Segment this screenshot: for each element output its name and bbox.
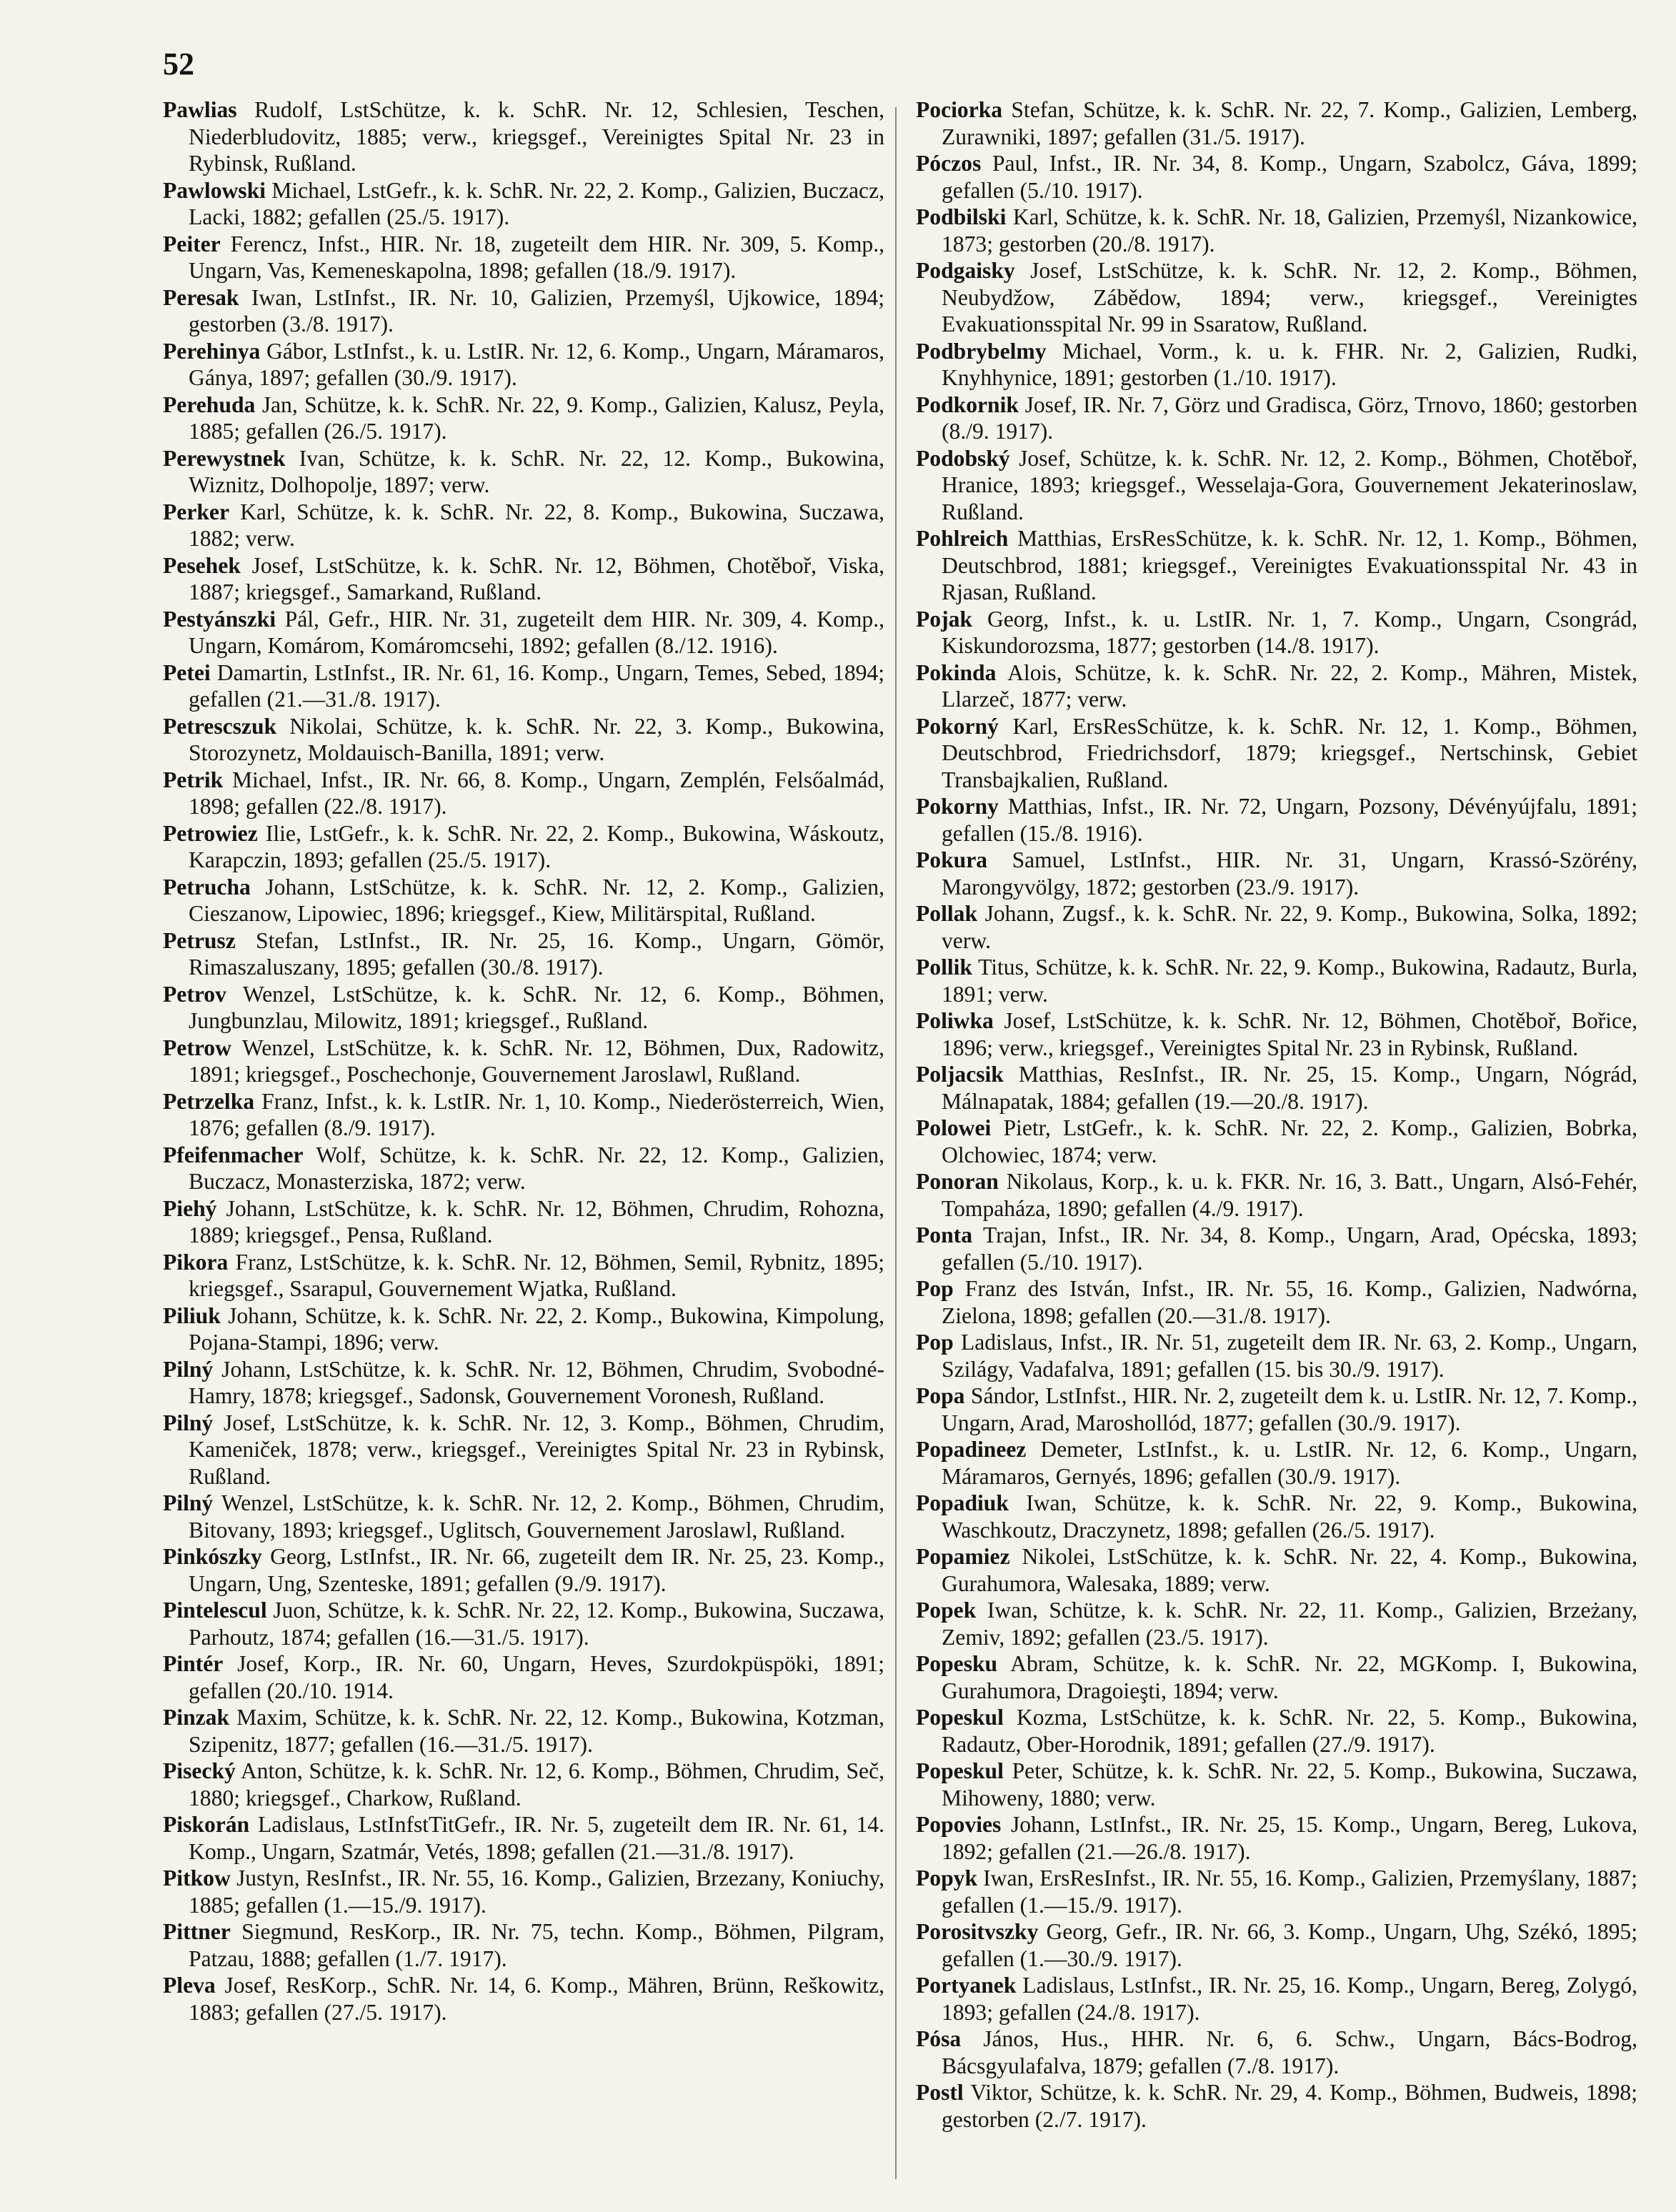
register-entry (916, 847, 1637, 900)
register-entry (163, 338, 884, 392)
entry-details: Johann, LstInfst., IR. Nr. 25, 15. Komp., Ungarn, Bereg, Lukova, 1892; gefallen (21.—26./8. 1917). (942, 1812, 1637, 1864)
register-entry (163, 874, 884, 927)
register-entry (163, 1490, 884, 1543)
entry-surname: Pop (916, 1276, 954, 1301)
register-entry (163, 177, 884, 231)
entry-details: Matthias, ResInfst., IR. Nr. 25, 15. Komp., Ungarn, Nógrád, Málnapatak, 1884; gefallen (19.—20./8. 1917). (942, 1062, 1637, 1114)
entry-surname: Petrucha (163, 874, 251, 900)
entry-details: Johann, Zugsf., k. k. SchR. Nr. 22, 9. Komp., Bukowina, Solka, 1892; verw. (942, 901, 1638, 953)
entry-surname: Petrik (163, 767, 224, 792)
entry-details: Wenzel, LstSchütze, k. k. SchR. Nr. 12, Böhmen, Dux, Radowitz, 1891; kriegsgef., Poschechonje, Gouvernement Jaroslawl, Rußland. (189, 1035, 884, 1087)
register-entry (916, 1972, 1637, 2026)
entry-details: Karl, Schütze, k. k. SchR. Nr. 22, 8. Komp., Bukowina, Suczawa, 1882; verw. (189, 499, 885, 551)
entry-surname: Popyk (916, 1865, 978, 1890)
entry-surname: Pesehek (163, 552, 241, 578)
entry-surname: Pawlias (163, 97, 237, 122)
register-entry (163, 1704, 884, 1758)
entry-details: Michael, Vorm., k. u. k. FHR. Nr. 2, Galizien, Rudki, Knyhhynice, 1891; gestorben (1./10. 1917). (942, 338, 1637, 390)
entry-surname: Podkornik (916, 392, 1019, 417)
entry-details: Gábor, LstInfst., k. u. LstIR. Nr. 12, 6. Komp., Ungarn, Máramaros, Gánya, 1897; gefallen (30./9. 1917). (189, 338, 884, 390)
entry-details: Jan, Schütze, k. k. SchR. Nr. 22, 9. Komp., Galizien, Kalusz, Peyla, 1885; gefallen (26./5. 1917). (189, 392, 884, 444)
entry-details: Josef, IR. Nr. 7, Görz und Gradisca, Görz, Trnovo, 1860; gestorben (8./9. 1917). (942, 392, 1637, 444)
entry-details: Juon, Schütze, k. k. SchR. Nr. 22, 12. Komp., Bukowina, Suczawa, Parhoutz, 1874; gefallen (16.—31./5. 1917). (189, 1598, 885, 1650)
entry-surname: Petrow (163, 1035, 231, 1060)
entry-surname: Pisecký (163, 1758, 236, 1783)
entry-details: Johann, LstSchütze, k. k. SchR. Nr. 12, Böhmen, Chrudim, Rohozna, 1889; kriegsgef., Pensa, Rußland. (189, 1195, 884, 1247)
entry-details: Georg, Infst., k. u. LstIR. Nr. 1, 7. Komp., Ungarn, Csongrád, Kiskundorozsma, 1877; gestorben (14./8. 1917). (942, 606, 1637, 658)
entry-surname: Pojak (916, 606, 972, 632)
entry-surname: Podbilski (916, 204, 1007, 229)
entry-surname: Pestyánszki (163, 606, 276, 632)
register-entry (916, 1436, 1637, 1490)
entry-details: Samuel, LstInfst., HIR. Nr. 31, Ungarn, Krassó-Szörény, Marongyvölgy, 1872; gestorben (23./9. 1917). (942, 847, 1637, 900)
register-entry (916, 445, 1637, 526)
register-entry (163, 981, 884, 1035)
register-entry (163, 927, 884, 981)
entry-details: Ilie, LstGefr., k. k. SchR. Nr. 22, 2. Komp., Bukowina, Wáskoutz, Karapczin, 1893; gefallen (25./5. 1917). (189, 820, 884, 872)
entry-surname: Pintér (163, 1651, 224, 1676)
register-entry (163, 1865, 884, 1918)
entry-surname: Perehinya (163, 338, 261, 364)
register-entry (916, 150, 1637, 204)
entry-details: Stefan, LstInfst., IR. Nr. 25, 16. Komp., Ungarn, Gömör, Rimaszaluszany, 1895; gefallen (30./8. 1917). (189, 927, 884, 980)
entry-details: Josef, Korp., IR. Nr. 60, Ungarn, Heves, Szurdokpüspöki, 1891; gefallen (20./10. 1914. (189, 1651, 884, 1703)
entry-details: Peter, Schütze, k. k. SchR. Nr. 22, 5. Komp., Bukowina, Suczawa, Mihoweny, 1880; verw. (942, 1758, 1637, 1810)
entry-surname: Piliuk (163, 1302, 221, 1328)
entry-surname: Popamiez (916, 1544, 1010, 1569)
entry-surname: Postl (916, 2080, 964, 2105)
register-entry (163, 1302, 884, 1356)
register-entry (916, 392, 1637, 445)
register-entry (916, 1865, 1637, 1918)
entry-surname: Petrusz (163, 927, 236, 953)
register-entry (916, 2079, 1637, 2133)
entry-details: Maxim, Schütze, k. k. SchR. Nr. 22, 12. Komp., Bukowina, Kotzman, Szipenitz, 1877; gefallen (16.—31./5. 1917). (189, 1705, 884, 1757)
register-entry (163, 1972, 884, 2026)
register-entry (163, 445, 884, 499)
entry-surname: Pokinda (916, 659, 997, 685)
entry-surname: Pollik (916, 955, 972, 980)
entry-surname: Popadiuk (916, 1490, 1009, 1515)
entry-details: Franz, LstSchütze, k. k. SchR. Nr. 12, Böhmen, Semil, Rybnitz, 1895; kriegsgef., Ssarapul, Gouvernement Wjatka, Rußland. (189, 1249, 884, 1301)
entry-surname: Pollak (916, 901, 978, 926)
entry-details: Ladislaus, Infst., IR. Nr. 51, zugeteilt dem IR. Nr. 63, 2. Komp., Ungarn, Szilágy, Vadafalva, 1891; gefallen (15. bis 30./9. 1917). (942, 1330, 1637, 1382)
register-entry (163, 1811, 884, 1865)
entry-surname: Pfeifenmacher (163, 1142, 304, 1167)
entry-details: Abram, Schütze, k. k. SchR. Nr. 22, MGKomp. I, Bukowina, Gurahumora, Dragoieşti, 1894; verw. (942, 1651, 1637, 1703)
entry-surname: Poljacsik (916, 1062, 1004, 1087)
register-entry (163, 713, 884, 767)
register-entry (163, 1918, 884, 1972)
entry-details: Franz, Infst., k. k. LstIR. Nr. 1, 10. Komp., Niederösterreich, Wien, 1876; gefallen (8./9. 1917). (189, 1088, 884, 1140)
entry-surname: Pinzak (163, 1705, 230, 1730)
entry-surname: Piskorán (163, 1812, 250, 1837)
entry-surname: Popesku (916, 1651, 998, 1676)
entry-details: Iwan, ErsResInfst., IR. Nr. 55, 16. Komp., Galizien, Przemyślany, 1887; gefallen (1.—15./9. 1917). (942, 1865, 1637, 1918)
entry-details: Josef, Schütze, k. k. SchR. Nr. 12, 2. Komp., Böhmen, Chotěboř, Hranice, 1893; kriegsgef., Wesselaja-Gora, Gouvernement Jekaterinoslaw, Rußland. (942, 445, 1637, 524)
register-entry (163, 1035, 884, 1088)
register-entry (916, 659, 1637, 713)
entry-surname: Ponoran (916, 1169, 999, 1194)
entry-surname: Pohlreich (916, 526, 1009, 551)
entry-surname: Petrov (163, 981, 226, 1007)
register-entry (916, 1811, 1637, 1865)
register-entry (163, 1597, 884, 1650)
page-number: 52 (163, 46, 194, 81)
entry-details: Paul, Infst., IR. Nr. 34, 8. Komp., Ungarn, Szabolcz, Gáva, 1899; gefallen (5./10. 1917). (942, 151, 1637, 203)
register-entry (916, 1490, 1637, 1543)
entry-details: Johann, LstSchütze, k. k. SchR. Nr. 12, 2. Komp., Galizien, Cieszanow, Lipowiec, 1896; kriegsgef., Kiew, Militärspital, Rußland. (189, 874, 884, 926)
entry-surname: Petrzelka (163, 1088, 255, 1114)
entry-details: Trajan, Infst., IR. Nr. 34, 8. Komp., Ungarn, Arad, Opécska, 1893; gefallen (5./10. 1917). (942, 1222, 1637, 1275)
register-entry (916, 257, 1637, 338)
entry-surname: Portyanek (916, 1973, 1017, 1998)
register-entry (916, 1222, 1637, 1275)
entry-surname: Pikora (163, 1249, 229, 1275)
register-entry (163, 1249, 884, 1302)
entry-details: Georg, LstInfst., IR. Nr. 66, zugeteilt dem IR. Nr. 25, 23. Komp., Ungarn, Ung, Szenteske, 1891; gefallen (9./9. 1917). (189, 1544, 885, 1596)
entry-surname: Pilný (163, 1356, 214, 1382)
entry-surname: Peiter (163, 231, 221, 256)
left-column (163, 96, 884, 2026)
entry-surname: Podgaisky (916, 258, 1015, 283)
entry-surname: Pittner (163, 1919, 231, 1944)
register-entry (916, 1543, 1637, 1597)
entry-surname: Pokorný (916, 713, 999, 739)
entry-surname: Petrescszuk (163, 713, 277, 739)
register-entry (163, 1410, 884, 1490)
entry-surname: Perehuda (163, 392, 256, 417)
entry-details: Iwan, LstInfst., IR. Nr. 10, Galizien, Przemyśl, Ujkowice, 1894; gestorben (3./8. 1917). (189, 284, 884, 337)
entry-surname: Pilný (163, 1410, 214, 1435)
register-entry (163, 499, 884, 552)
entry-surname: Pleva (163, 1973, 216, 1998)
entry-details: Josef, ResKorp., SchR. Nr. 14, 6. Komp., Mähren, Brünn, Reškowitz, 1883; gefallen (27./5. 1917). (189, 1973, 885, 2025)
entry-surname: Popa (916, 1383, 965, 1408)
entry-details: Michael, LstGefr., k. k. SchR. Nr. 22, 2. Komp., Galizien, Buczacz, Lacki, 1882; gefallen (25./5. 1917). (189, 177, 884, 229)
register-entry (916, 338, 1637, 392)
entry-surname: Popek (916, 1598, 977, 1623)
entry-details: Georg, Gefr., IR. Nr. 66, 3. Komp., Ungarn, Uhg, Székó, 1895; gefallen (1.—30./9. 1917). (942, 1919, 1638, 1971)
register-entry (916, 2026, 1637, 2079)
entry-surname: Porositvszky (916, 1919, 1039, 1944)
entry-surname: Pociorka (916, 97, 1003, 122)
column-divider (895, 107, 897, 2179)
right-column (916, 96, 1637, 2133)
entry-surname: Petrowiez (163, 820, 258, 846)
register-entry (163, 96, 884, 177)
entry-surname: Pinkószky (163, 1544, 262, 1569)
entry-surname: Ponta (916, 1222, 972, 1247)
register-entry (163, 1088, 884, 1142)
entry-surname: Pósa (916, 2026, 962, 2051)
entry-details: Johann, LstSchütze, k. k. SchR. Nr. 12, Böhmen, Chrudim, Svobodné-Hamry, 1878; kriegsgef., Sadonsk, Gouvernement Voronesh, Rußland. (189, 1356, 884, 1408)
register-entry (916, 1115, 1637, 1168)
register-entry (916, 1704, 1637, 1758)
entry-details: Ferencz, Infst., HIR. Nr. 18, zugeteilt dem HIR. Nr. 309, 5. Komp., Ungarn, Vas, Kemeneskapolna, 1898; gefallen (18./9. 1917). (189, 231, 884, 283)
register-entry (163, 231, 884, 284)
register-entry (916, 793, 1637, 847)
entry-details: Josef, LstSchütze, k. k. SchR. Nr. 12, 3. Komp., Böhmen, Chrudim, Kameniček, 1878; verw., kriegsgef., Vereinigtes Spital Nr. 23 in Rybinsk, Rußland. (189, 1410, 884, 1489)
entry-surname: Perewystnek (163, 445, 286, 471)
entry-details: Rudolf, LstSchütze, k. k. SchR. Nr. 12, Schlesien, Teschen, Niederbludovitz, 1885; verw., kriegsgef., Vereinigtes Spital Nr. 23 in Rybinsk, Rußland. (189, 97, 884, 176)
register-entry (163, 552, 884, 606)
entry-details: Karl, ErsResSchütze, k. k. SchR. Nr. 12, 1. Komp., Böhmen, Deutschbrod, Friedrichsdorf, 1879; kriegsgef., Nertschinsk, Gebiet Transbajkalien, Rußland. (942, 713, 1637, 792)
entry-surname: Popovies (916, 1812, 1002, 1837)
register-entry (163, 1543, 884, 1597)
entry-details: Stefan, Schütze, k. k. SchR. Nr. 22, 7. Komp., Galizien, Lemberg, Zurawniki, 1897; gefallen (31./5. 1917). (942, 97, 1637, 149)
entry-details: Johann, Schütze, k. k. SchR. Nr. 22, 2. Komp., Bukowina, Kimpolung, Pojana-Stampi, 1896; verw. (189, 1302, 884, 1355)
register-entry (163, 1356, 884, 1410)
entry-surname: Pitkow (163, 1865, 231, 1890)
register-entry (916, 1329, 1637, 1382)
register-entry (916, 1382, 1637, 1436)
register-entry (163, 1142, 884, 1195)
register-entry (916, 96, 1637, 150)
entry-surname: Peresak (163, 284, 239, 310)
register-entry (916, 606, 1637, 659)
entry-details: Matthias, Infst., IR. Nr. 72, Ungarn, Pozsony, Dévényújfalu, 1891; gefallen (15./8. 1916). (942, 794, 1637, 846)
entry-details: Damartin, LstInfst., IR. Nr. 61, 16. Komp., Ungarn, Temes, Sebed, 1894; gefallen (21.—31./8. 1917). (189, 659, 884, 712)
entry-surname: Pintelescul (163, 1598, 267, 1623)
register-entry (916, 713, 1637, 794)
entry-details: Iwan, Schütze, k. k. SchR. Nr. 22, 11. Komp., Galizien, Brzeżany, Zemiv, 1892; gefallen (23./5. 1917). (942, 1598, 1638, 1650)
entry-surname: Poliwka (916, 1008, 994, 1033)
register-entry (163, 392, 884, 445)
entry-details: Josef, LstSchütze, k. k. SchR. Nr. 12, Böhmen, Chotěboř, Bořice, 1896; verw., kriegsgef., Vereinigtes Spital Nr. 23 in Rybinsk, Rußland. (942, 1008, 1638, 1060)
entry-surname: Pilný (163, 1490, 214, 1515)
register-entry (163, 767, 884, 820)
entry-details: Nikolai, Schütze, k. k. SchR. Nr. 22, 3. Komp., Bukowina, Storozynetz, Moldauisch-Banilla, 1891; verw. (189, 713, 884, 765)
entry-surname: Popeskul (916, 1705, 1004, 1730)
entry-details: Demeter, LstInfst., k. u. LstIR. Nr. 12, 6. Komp., Ungarn, Máramaros, Gernyés, 1896; gefallen (30./9. 1917). (942, 1437, 1637, 1489)
entry-details: Titus, Schütze, k. k. SchR. Nr. 22, 9. Komp., Bukowina, Radautz, Burla, 1891; verw. (942, 955, 1638, 1007)
entry-details: Iwan, Schütze, k. k. SchR. Nr. 22, 9. Komp., Bukowina, Waschkoutz, Draczynetz, 1898; gefallen (26./5. 1917). (942, 1490, 1637, 1543)
register-entry (163, 1195, 884, 1249)
entry-surname: Perker (163, 499, 229, 524)
register-entry (916, 900, 1637, 954)
entry-details: Sándor, LstInfst., HIR. Nr. 2, zugeteilt dem k. u. LstIR. Nr. 12, 7. Komp., Ungarn, Arad, Maroshollód, 1877; gefallen (30./9. 1917). (942, 1383, 1638, 1435)
entry-details: Wolf, Schütze, k. k. SchR. Nr. 22, 12. Komp., Galizien, Buczacz, Monasterziska, 1872; verw. (189, 1142, 885, 1194)
entry-surname: Pokura (916, 847, 988, 872)
register-entry (916, 954, 1637, 1007)
entry-details: Franz des István, Infst., IR. Nr. 55, 16. Komp., Galizien, Nadwórna, Zielona, 1898; gefallen (20.—31./8. 1917). (942, 1276, 1637, 1328)
register-entry (916, 1758, 1637, 1811)
entry-details: Wenzel, LstSchütze, k. k. SchR. Nr. 12, 2. Komp., Böhmen, Chrudim, Bitovany, 1893; kriegsgef., Uglitsch, Gouvernement Jaroslawl, Rußland. (189, 1490, 884, 1543)
entry-details: Michael, Infst., IR. Nr. 66, 8. Komp., Ungarn, Zemplén, Felsőalmád, 1898; gefallen (22./8. 1917). (189, 767, 884, 819)
entry-details: Karl, Schütze, k. k. SchR. Nr. 18, Galizien, Przemyśl, Nizankowice, 1873; gestorben (20./8. 1917). (942, 204, 1637, 256)
register-entry (163, 606, 884, 659)
entry-details: Anton, Schütze, k. k. SchR. Nr. 12, 6. Komp., Böhmen, Chrudim, Seč, 1880; kriegsgef., Charkow, Rußland. (189, 1758, 884, 1810)
register-entry (163, 1758, 884, 1811)
register-entry (163, 284, 884, 338)
register-entry (916, 1918, 1637, 1972)
entry-details: Nikolei, LstSchütze, k. k. SchR. Nr. 22, 4. Komp., Bukowina, Gurahumora, Walesaka, 1889; verw. (942, 1544, 1637, 1596)
entry-details: Wenzel, LstSchütze, k. k. SchR. Nr. 12, 6. Komp., Böhmen, Jungbunzlau, Milowitz, 1891; kriegsgef., Rußland. (189, 981, 884, 1033)
register-entry (163, 659, 884, 713)
entry-surname: Podobský (916, 445, 1010, 471)
register-entry (916, 1650, 1637, 1704)
entry-details: Ladislaus, LstInfstTitGefr., IR. Nr. 5, zugeteilt dem IR. Nr. 61, 14. Komp., Ungarn, Szatmár, Vetés, 1898; gefallen (21.—31./8. 1917). (189, 1812, 884, 1864)
entry-details: János, Hus., HHR. Nr. 6, 6. Schw., Ungarn, Bács-Bodrog, Bácsgyulafalva, 1879; gefallen (7./8. 1917). (942, 2026, 1638, 2078)
register-entry (916, 525, 1637, 606)
entry-details: Viktor, Schütze, k. k. SchR. Nr. 29, 4. Komp., Böhmen, Budweis, 1898; gestorben (2./7. 1917). (942, 2080, 1637, 2132)
entry-surname: Pop (916, 1330, 954, 1355)
entry-details: Josef, LstSchütze, k. k. SchR. Nr. 12, Böhmen, Chotěboř, Viska, 1887; kriegsgef., Samarkand, Rußland. (189, 552, 884, 604)
entry-details: Ladislaus, LstInfst., IR. Nr. 25, 16. Komp., Ungarn, Bereg, Zolygó, 1893; gefallen (24./8. 1917). (942, 1973, 1638, 2025)
register-entry (163, 820, 884, 874)
entry-surname: Póczos (916, 151, 982, 176)
entry-surname: Pawlowski (163, 177, 266, 203)
register-entry (916, 1061, 1637, 1115)
entry-surname: Pokorny (916, 794, 999, 819)
register-entry (916, 1275, 1637, 1329)
entry-surname: Polowei (916, 1115, 992, 1140)
register-entry (916, 1597, 1637, 1650)
entry-surname: Popadineez (916, 1437, 1027, 1462)
entry-surname: Petei (163, 659, 211, 685)
entry-details: Ivan, Schütze, k. k. SchR. Nr. 22, 12. Komp., Bukowina, Wiznitz, Dolhopolje, 1897; verw. (189, 445, 884, 497)
entry-details: Pál, Gefr., HIR. Nr. 31, zugeteilt dem HIR. Nr. 309, 4. Komp., Ungarn, Komárom, Komáromcsehi, 1892; gefallen (8./12. 1916). (189, 606, 884, 658)
entry-details: Justyn, ResInfst., IR. Nr. 55, 16. Komp., Galizien, Brzezany, Koniuchy, 1885; gefallen (1.—15./9. 1917). (189, 1865, 885, 1918)
entry-details: Alois, Schütze, k. k. SchR. Nr. 22, 2. Komp., Mähren, Mistek, Llarzeč, 1877; verw. (942, 659, 1637, 712)
entry-details: Pietr, LstGefr., k. k. SchR. Nr. 22, 2. Komp., Galizien, Bobrka, Olchowiec, 1874; verw. (942, 1115, 1637, 1167)
entry-details: Nikolaus, Korp., k. u. k. FKR. Nr. 16, 3. Batt., Ungarn, Alsó-Fehér, Tompaháza, 1890; gefallen (4./9. 1917). (942, 1169, 1637, 1221)
entry-surname: Piehý (163, 1195, 217, 1221)
entry-surname: Popeskul (916, 1758, 1004, 1783)
entry-details: Siegmund, ResKorp., IR. Nr. 75, techn. Komp., Böhmen, Pilgram, Patzau, 1888; gefallen (1./7. 1917). (189, 1919, 884, 1971)
register-entry (916, 204, 1637, 257)
register-entry (916, 1168, 1637, 1222)
register-entry (163, 1650, 884, 1704)
entry-details: Josef, LstSchütze, k. k. SchR. Nr. 12, 2. Komp., Böhmen, Neubydžow, Zábědow, 1894; verw., kriegsgef., Vereinigtes Evakuationsspital Nr. 99 in Ssaratow, Rußland. (942, 258, 1637, 337)
register-entry (916, 1007, 1637, 1061)
entry-details: Matthias, ErsResSchütze, k. k. SchR. Nr. 12, 1. Komp., Böhmen, Deutschbrod, 1881; kriegsgef., Vereinigtes Evakuationsspital Nr. 43 in Rjasan, Rußland. (942, 526, 1637, 604)
entry-surname: Podbrybelmy (916, 338, 1047, 364)
entry-details: Kozma, LstSchütze, k. k. SchR. Nr. 22, 5. Komp., Bukowina, Radautz, Ober-Horodnik, 1891; gefallen (27./9. 1917). (942, 1705, 1637, 1757)
